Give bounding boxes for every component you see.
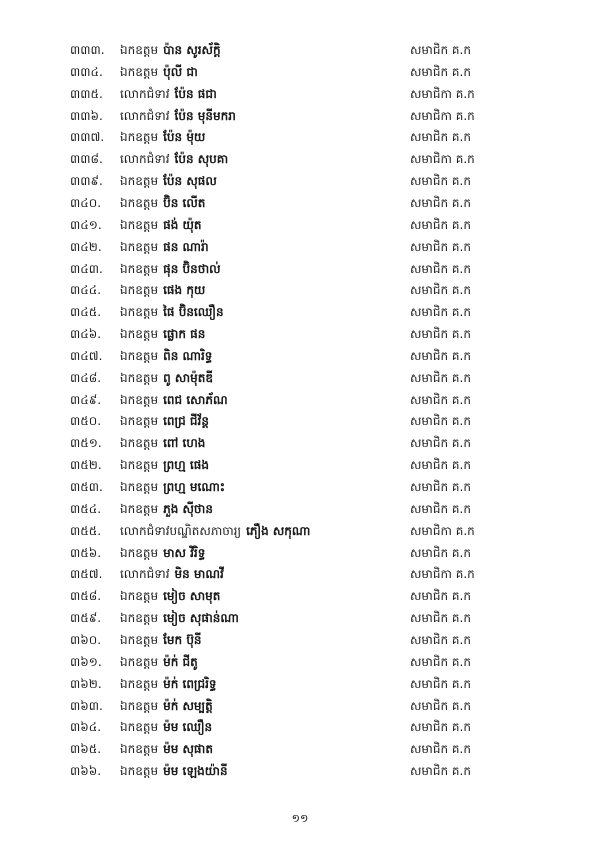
member-title-group bbox=[120, 760, 228, 782]
member-name: ម៉ក់ ពេជ្ររិទ្ធ bbox=[163, 676, 217, 691]
member-row bbox=[0, 607, 600, 629]
member-honorific: ឯកឧត្តម bbox=[120, 348, 159, 363]
member-number: ៣៥៦. bbox=[70, 545, 102, 560]
member-role: សមាជិក គ.ក bbox=[410, 348, 471, 363]
member-role: សមាជិក គ.ក bbox=[410, 764, 471, 779]
member-row bbox=[0, 410, 600, 432]
member-title-group bbox=[120, 301, 224, 323]
member-role: សមាជិក គ.ក bbox=[410, 392, 471, 407]
member-title-group bbox=[120, 410, 209, 432]
member-number: ៣៦០. bbox=[70, 632, 102, 647]
member-honorific: លោកជំទាវ bbox=[120, 567, 170, 582]
member-honorific: ឯកឧត្តម bbox=[120, 632, 159, 647]
member-title-group bbox=[120, 345, 212, 367]
member-title-group bbox=[120, 695, 213, 717]
member-role: សមាជិក គ.ក bbox=[410, 283, 471, 298]
member-role: សមាជិក គ.ក bbox=[410, 480, 471, 494]
member-number: ៣៣៣. bbox=[70, 43, 105, 57]
member-name: ផៃ ប៊ិនឈឿន bbox=[163, 305, 224, 320]
member-number: ៣៤៤. bbox=[70, 283, 102, 298]
member-name: ពិន ណារិទ្ធ bbox=[163, 348, 213, 363]
member-honorific: លោកជំទាវបណ្ឌិតសភាចារ្យ bbox=[120, 523, 242, 538]
member-row bbox=[0, 520, 600, 542]
member-name: ពៅ ហេង bbox=[163, 436, 206, 451]
member-role: សមាជិក គ.ក bbox=[410, 436, 471, 451]
member-number: ៣៣៩. bbox=[70, 174, 103, 189]
member-row bbox=[0, 716, 600, 738]
member-honorific: ឯកឧត្តម bbox=[120, 414, 159, 429]
member-role: សមាជិក គ.ក bbox=[410, 327, 471, 342]
member-name: មាស វិរិទ្ធ bbox=[163, 545, 206, 560]
member-row bbox=[0, 389, 600, 411]
member-number: ៣៤៦. bbox=[70, 327, 102, 342]
member-honorific: ឯកឧត្តម bbox=[120, 43, 159, 57]
member-name: ម៉ក់ ជីតូ bbox=[163, 654, 198, 669]
member-honorific: ឯកឧត្តម bbox=[120, 545, 159, 560]
member-title-group bbox=[120, 673, 217, 695]
member-number: ៣៤២. bbox=[70, 239, 102, 254]
member-number: ៣៦៣. bbox=[70, 698, 103, 713]
member-role: សមាជិក គ.ក bbox=[410, 458, 471, 473]
member-number: ៣៥៥. bbox=[70, 523, 102, 538]
member-role: សមាជិក គ.ក bbox=[410, 545, 471, 560]
member-role: សមាជិក គ.ក bbox=[410, 414, 471, 429]
member-role: សមាជិក គ.ក bbox=[410, 654, 471, 669]
member-honorific: ឯកឧត្តម bbox=[120, 217, 159, 232]
member-name: ប៊ិន លើត bbox=[163, 195, 206, 210]
member-role: សមាជិកា គ.ក bbox=[410, 523, 475, 538]
member-number: ៣៥១. bbox=[70, 436, 102, 451]
member-row bbox=[0, 432, 600, 454]
member-name: មៀច សុផាន់ណា bbox=[163, 611, 239, 626]
member-name: ព្រហ្ម ផេង bbox=[163, 458, 209, 473]
member-name: ផេង កុយ bbox=[163, 283, 206, 298]
member-role: សមាជិក គ.ក bbox=[410, 239, 471, 254]
member-title-group bbox=[120, 83, 217, 105]
member-honorific: ឯកឧត្តម bbox=[120, 239, 159, 254]
member-name: ប៉ែន សុបគា bbox=[174, 152, 229, 167]
member-row bbox=[0, 367, 600, 389]
member-row bbox=[0, 695, 600, 717]
member-role: សមាជិកា គ.ក bbox=[410, 152, 475, 167]
member-row bbox=[0, 83, 600, 105]
member-name: ព្រហ្ម មណោះ bbox=[163, 480, 226, 494]
member-honorific: ឯកឧត្តម bbox=[120, 720, 159, 735]
member-number: ៣៤៥. bbox=[70, 305, 102, 320]
member-honorific: ឯកឧត្តម bbox=[120, 742, 159, 757]
member-role: សមាជិក គ.ក bbox=[410, 676, 471, 691]
member-number: ៣៦១. bbox=[70, 654, 102, 669]
member-title-group bbox=[120, 279, 205, 301]
member-name: ប៉ុលី ជា bbox=[163, 64, 198, 79]
member-title-group bbox=[120, 192, 205, 214]
member-name: ផន ណារ៉ា bbox=[163, 239, 209, 254]
member-honorific: លោកជំទាវ bbox=[120, 86, 170, 101]
member-title-group bbox=[120, 236, 209, 258]
member-role: សមាជិក គ.ក bbox=[410, 632, 471, 647]
member-number: ៣៥៨. bbox=[70, 589, 102, 604]
member-honorific: ឯកឧត្តម bbox=[120, 174, 159, 189]
member-row bbox=[0, 760, 600, 782]
member-name: ប៉ែន សុផល bbox=[163, 174, 217, 189]
member-row bbox=[0, 126, 600, 148]
member-honorific: ឯកឧត្តម bbox=[120, 327, 159, 342]
member-name: ប៉ែន មុនីមករា bbox=[174, 108, 236, 123]
member-number: ៣៣៥. bbox=[70, 86, 103, 101]
member-honorific: ឯកឧត្តម bbox=[120, 501, 159, 516]
member-name: ម៉ក់ សម្បត្តិ bbox=[163, 698, 213, 713]
member-honorific: ឯកឧត្តម bbox=[120, 305, 159, 320]
member-title-group bbox=[120, 607, 239, 629]
member-title-group bbox=[120, 585, 220, 607]
member-row bbox=[0, 170, 600, 192]
member-title-group bbox=[120, 126, 205, 148]
member-row bbox=[0, 585, 600, 607]
page-number: ១១ bbox=[291, 812, 309, 825]
member-row bbox=[0, 454, 600, 476]
member-honorific: ឯកឧត្តម bbox=[120, 676, 159, 691]
member-title-group bbox=[120, 61, 198, 83]
member-row bbox=[0, 323, 600, 345]
member-number: ៣៤១. bbox=[70, 217, 102, 232]
member-title-group bbox=[120, 629, 202, 651]
member-number: ៣៥៧. bbox=[70, 567, 103, 582]
member-number: ៣៥៣. bbox=[70, 480, 103, 494]
member-row bbox=[0, 629, 600, 651]
member-title-group bbox=[120, 258, 221, 280]
member-title-group bbox=[120, 148, 228, 170]
member-name: ពេជ សោភ័ណ bbox=[163, 392, 228, 407]
member-row bbox=[0, 345, 600, 367]
member-honorific: ឯកឧត្តម bbox=[120, 458, 159, 473]
member-role: សមាជិក គ.ក bbox=[410, 611, 471, 626]
member-name: ម៉ម ឡេងយ៉ានី bbox=[163, 764, 228, 779]
member-role: សមាជិក គ.ក bbox=[410, 195, 471, 210]
member-honorific: ឯកឧត្តម bbox=[120, 392, 159, 407]
member-role: សមាជិក គ.ក bbox=[410, 742, 471, 757]
member-title-group bbox=[120, 105, 236, 127]
member-honorific: ឯកឧត្តម bbox=[120, 654, 159, 669]
member-honorific: ឯកឧត្តម bbox=[120, 480, 159, 494]
member-number: ៣៣៤. bbox=[70, 64, 103, 79]
member-title-group bbox=[120, 476, 225, 498]
member-row bbox=[0, 39, 600, 61]
member-row bbox=[0, 105, 600, 127]
member-name: មិន មាណវី bbox=[174, 567, 224, 582]
member-role: សមាជិក គ.ក bbox=[410, 589, 471, 604]
member-row bbox=[0, 498, 600, 520]
member-honorific: ឯកឧត្តម bbox=[120, 698, 159, 713]
member-title-group bbox=[120, 498, 213, 520]
member-name: ភឿង សកុណា bbox=[246, 523, 311, 538]
member-role: សមាជិក គ.ក bbox=[410, 261, 471, 276]
member-role: សមាជិក គ.ក bbox=[410, 720, 471, 735]
member-role: សមាជិក គ.ក bbox=[410, 698, 471, 713]
member-number: ៣៤៧. bbox=[70, 348, 103, 363]
member-number: ៣៣៨. bbox=[70, 152, 103, 167]
member-name: ម៉ម សុផាត bbox=[163, 742, 213, 757]
member-number: ៣៣៦. bbox=[70, 108, 103, 123]
member-role: សមាជិកា គ.ក bbox=[410, 86, 475, 101]
member-role: សមាជិក គ.ក bbox=[410, 43, 471, 57]
member-honorific: ឯកឧត្តម bbox=[120, 195, 159, 210]
member-number: ៣៤៨. bbox=[70, 370, 102, 385]
member-name: ប៉ាន សូរស័ក្តិ bbox=[163, 43, 221, 57]
member-name: ផ្លោក ផន bbox=[163, 327, 206, 342]
member-name: ម៉ម ឈឿន bbox=[163, 720, 213, 735]
member-title-group bbox=[120, 39, 221, 61]
member-row bbox=[0, 542, 600, 564]
member-row bbox=[0, 651, 600, 673]
member-title-group bbox=[120, 170, 217, 192]
member-role: សមាជិក គ.ក bbox=[410, 64, 471, 79]
member-role: សមាជិក គ.ក bbox=[410, 370, 471, 385]
member-row bbox=[0, 476, 600, 498]
member-row bbox=[0, 258, 600, 280]
member-name: ភួង ស៊ីថាន bbox=[163, 501, 213, 516]
member-title-group bbox=[120, 520, 310, 542]
member-title-group bbox=[120, 454, 209, 476]
member-name: ពូ សាម៉ុតឌី bbox=[163, 370, 213, 385]
member-honorific: ឯកឧត្តម bbox=[120, 64, 159, 79]
member-role: សមាជិក គ.ក bbox=[410, 501, 471, 516]
member-honorific: លោកជំទាវ bbox=[120, 108, 170, 123]
member-row bbox=[0, 61, 600, 83]
member-title-group bbox=[120, 716, 212, 738]
member-number: ៣៣៧. bbox=[70, 130, 105, 145]
member-honorific: លោកជំទាវ bbox=[120, 152, 170, 167]
member-role: សមាជិក គ.ក bbox=[410, 174, 471, 189]
member-name: ពេជ្រ ជីវ័ន្ត bbox=[163, 414, 209, 429]
member-number: ៣៥២. bbox=[70, 458, 102, 473]
member-number: ៣៥៤. bbox=[70, 501, 102, 516]
member-honorific: ឯកឧត្តម bbox=[120, 436, 159, 451]
member-honorific: ឯកឧត្តម bbox=[120, 283, 159, 298]
member-role: សមាជិក គ.ក bbox=[410, 130, 471, 145]
member-row bbox=[0, 148, 600, 170]
member-name: ប៉ែន ផជា bbox=[174, 86, 217, 101]
member-row bbox=[0, 192, 600, 214]
member-title-group bbox=[120, 738, 213, 760]
member-row bbox=[0, 214, 600, 236]
member-name: ផុន ប៊ិនថាល់ bbox=[163, 261, 221, 276]
member-row bbox=[0, 738, 600, 760]
member-honorific: ឯកឧត្តម bbox=[120, 589, 159, 604]
member-honorific: ឯកឧត្តម bbox=[120, 130, 159, 145]
member-number: ៣៥០. bbox=[70, 414, 102, 429]
member-title-group bbox=[120, 214, 202, 236]
member-row bbox=[0, 563, 600, 585]
member-title-group bbox=[120, 542, 205, 564]
member-honorific: ឯកឧត្តម bbox=[120, 261, 159, 276]
member-number: ៣៦២. bbox=[70, 676, 102, 691]
member-row bbox=[0, 673, 600, 695]
member-honorific: ឯកឧត្តម bbox=[120, 370, 159, 385]
member-name: ប៉ែន ម៉ុយ bbox=[163, 130, 206, 145]
member-row bbox=[0, 279, 600, 301]
member-role: សមាជិក គ.ក bbox=[410, 217, 471, 232]
member-title-group bbox=[120, 651, 198, 673]
member-honorific: ឯកឧត្តម bbox=[120, 611, 159, 626]
member-number: ៣៤៩. bbox=[70, 392, 102, 407]
member-honorific: ឯកឧត្តម bbox=[120, 764, 159, 779]
member-number: ៣៦៥. bbox=[70, 742, 102, 757]
member-name: មៀច សាមុត bbox=[163, 589, 221, 604]
member-role: សមាជិកា គ.ក bbox=[410, 567, 475, 582]
member-title-group bbox=[120, 432, 205, 454]
member-title-group bbox=[120, 389, 228, 411]
member-number: ៣៤០. bbox=[70, 195, 102, 210]
member-name: មែក ប៊ុនី bbox=[163, 632, 202, 647]
member-row bbox=[0, 301, 600, 323]
member-role: សមាជិកា គ.ក bbox=[410, 108, 475, 123]
member-name: ផង់ យ៉ុត bbox=[163, 217, 202, 232]
member-title-group bbox=[120, 323, 205, 345]
member-row bbox=[0, 236, 600, 258]
member-title-group bbox=[120, 367, 213, 389]
member-role: សមាជិក គ.ក bbox=[410, 305, 471, 320]
member-title-group bbox=[120, 563, 224, 585]
member-number: ៣៦៤. bbox=[70, 720, 102, 735]
member-number: ៣៤៣. bbox=[70, 261, 103, 276]
member-number: ៣៦៦. bbox=[70, 764, 102, 779]
member-number: ៣៥៩. bbox=[70, 611, 102, 626]
